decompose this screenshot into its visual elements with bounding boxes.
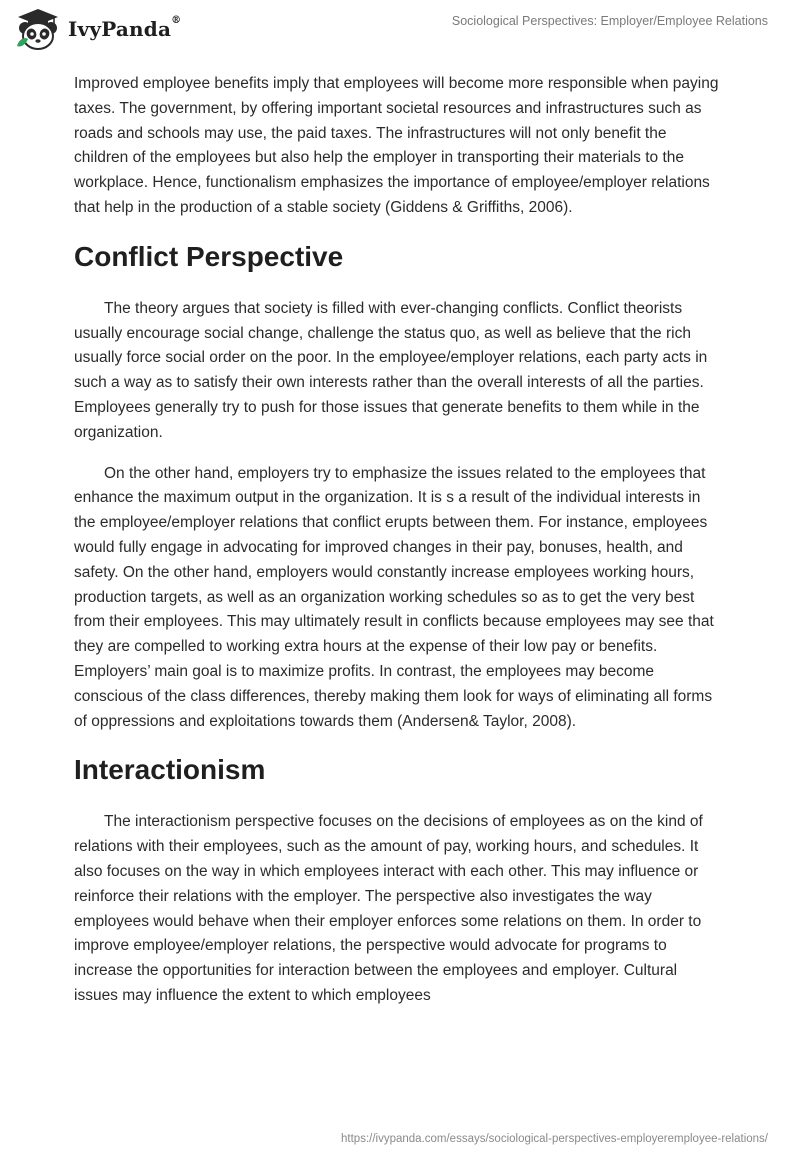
conflict-paragraph-2: On the other hand, employers try to emphasize the issues related to the employees that enhance the maximum output in the organization. It is s a result of the individual interests in the employee/employer relations that conflict erupts between them. For instance, employees would fully engage in advocating for improved changes in their pay, bonuses, health, and safety. On the other hand, employers would constantly increase employees working hours, production targets, as well as an organization working schedules so as to get the very best from their employees. This may ultimately result in conflicts because employees may see that they are compelled to working extra hours at the expense of their low pay or benefits. Employers’ main goal is to maximize profits. In contrast, the employees may become conscious of the class differences, thereby making them look for ways of eliminating all forms of oppressions and exploitations towards them (Andersen& Taylor, 2008). <box>74 464 714 730</box>
ivypanda-logo[interactable] <box>14 6 181 52</box>
section-heading-interactionism: Interactionism <box>74 754 266 786</box>
essay-body <box>74 72 722 1025</box>
page-header <box>0 0 800 60</box>
panda-graduate-icon <box>14 6 62 52</box>
interactionism-paragraph-1: The interactionism perspective focuses on the decisions of employees as on the kind of relations with their employees, such as the amount of pay, working hours, and schedules. It also focuses on the way in which employees interact with each other. This may influence or reinforce their relations with the employer. The perspective also investigates the way employees would behave when their employer enforces some relations on them. In order to improve employee/employer relations, the perspective would advocate for programs to increase the opportunities for interaction between the employees and employer. Cultural issues may influence the extent to which employees <box>74 813 703 1004</box>
section-heading-conflict: Conflict Perspective <box>74 240 344 272</box>
registered-mark: ® <box>171 15 182 26</box>
source-url-link[interactable]: https://ivypanda.com/essays/sociological-perspectives-employeremployee-relations/ <box>341 1133 768 1145</box>
brand-name: IvyPanda® <box>68 15 182 41</box>
conflict-paragraph-1: The theory argues that society is filled with ever-changing conflicts. Conflict theorists usually encourage social change, challenge the status quo, as well as believe that the rich usually force social order on the poor. In the employee/employer relations, each party acts in such a way as to satisfy their own interests rather than the overall interests of all the parties. Employees generally try to push for those issues that generate benefits to them while in the organization. <box>74 299 708 441</box>
document-running-title: Sociological Perspectives: Employer/Employee Relations <box>451 14 768 28</box>
intro-paragraph: Improved employee benefits imply that employees will become more responsible when paying taxes. The government, by offering important societal resources and infrastructures such as roads and schools may use, the paid taxes. The infrastructures will not only benefit the children of the employees but also help the employer in transporting their materials to the workplace. Hence, functionalism emphasizes the importance of employee/employer relations that help in the production of a stable society (Giddens & Griffiths, 2006). <box>74 75 719 216</box>
